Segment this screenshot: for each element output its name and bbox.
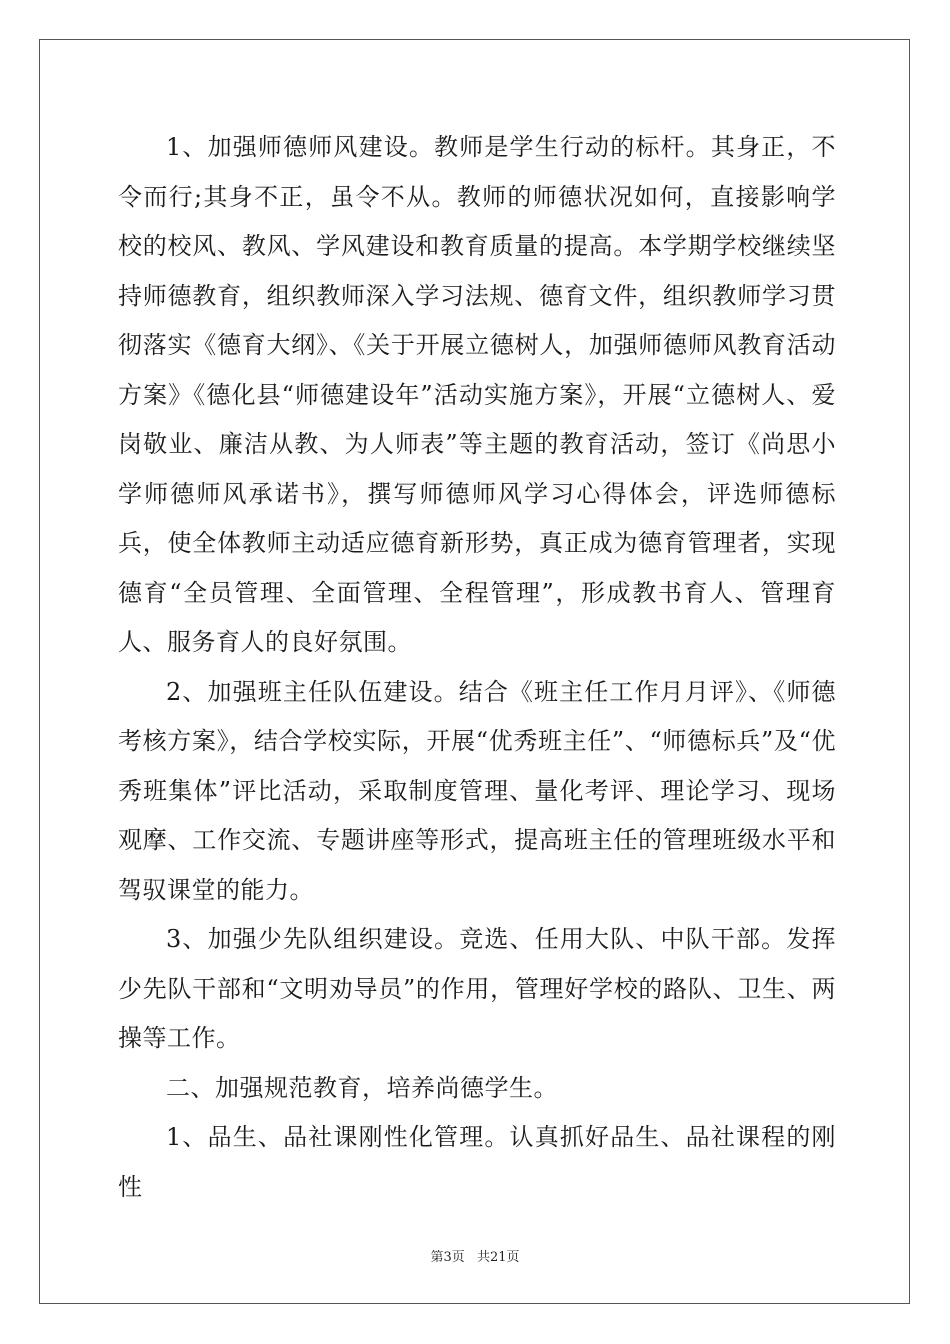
paragraph: 1、品生、品社课刚性化管理。认真抓好品生、品社课程的刚性 [118, 1123, 836, 1201]
paragraph: 1、加强师德师风建设。教师是学生行动的标杆。其身正，不令而行;其身不正，虽令不从。教师的师德状况如何，直接影响学校的校风、教风、学风建设和教育质量的提高。本学期学校继续坚持师德教育，组织教师深入学习法规、德育文件，组织教师学习贯彻落实《德育大纲》、《关于开展立德树人，加强师德师风教育活动方案》《德化县“师德建设年”活动实施方案》，开展“立德树人、爱岗敬业、廉洁从教、为人师表”等主题的教育活动，签订《尚思小学师德师风承诺书》，撰写师德师风学习心得体会，评选师德标兵，使全体教师主动适应德育新形势，真正成为德育管理者，实现德育“全员管理、全面管理、全程管理”，形成教书育人、管理育人、服务育人的良好氛围。 [118, 133, 836, 656]
page-footer [0, 1246, 950, 1265]
paragraph: 3、加强少先队组织建设。竞选、任用大队、中队干部。发挥少先队干部和“文明劝导员”的作用，管理好学校的路队、卫生、两操等工作。 [118, 925, 836, 1052]
section-heading: 二、加强规范教育，培养尚德学生。 [166, 1073, 558, 1102]
page-number: 第3页 [430, 1250, 465, 1265]
page-total: 共21页 [476, 1250, 520, 1265]
document-body [118, 123, 836, 1212]
paragraph: 2、加强班主任队伍建设。结合《班主任工作月月评》、《师德考核方案》，结合学校实际，开展“优秀班主任”、“师德标兵”及“优秀班集体”评比活动，采取制度管理、量化考评、理论学习、现场观摩、工作交流、专题讲座等形式，提高班主任的管理班级水平和驾驭课堂的能力。 [118, 677, 836, 904]
